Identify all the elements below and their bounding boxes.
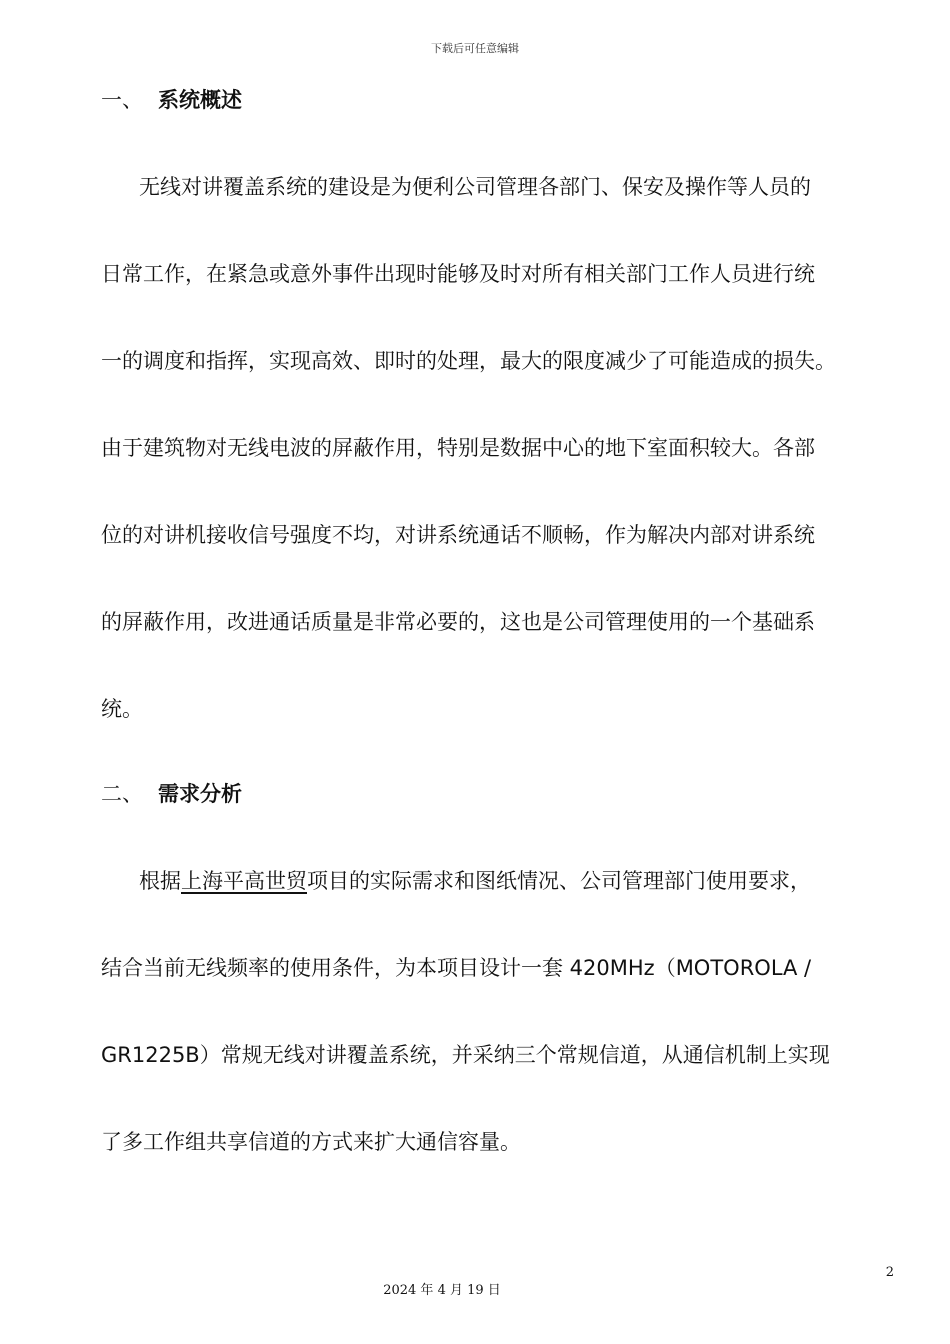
section-title: 系统概述 [158, 88, 242, 112]
paragraph-line: 了多工作组共享信道的方式来扩大通信容量。 [101, 1130, 521, 1154]
paragraph-line: GR1225B）常规无线对讲覆盖系统，并采纳三个常规信道，从通信机制上实现 [101, 1043, 830, 1067]
requirements-paragraph [101, 838, 901, 1186]
page-header: 下载后可任意编辑 [431, 42, 519, 55]
paragraph-line: 一的调度和指挥，实现高效、即时的处理，最大的限度减少了可能造成的损失。 [101, 349, 836, 373]
paragraph-line: 位的对讲机接收信号强度不均，对讲系统通话不顺畅，作为解决内部对讲系统 [101, 523, 815, 547]
section-heading-requirements [101, 780, 242, 808]
section-number: 一、 [101, 88, 143, 112]
section-title: 需求分析 [158, 782, 242, 806]
section-heading-overview [101, 86, 242, 114]
paragraph-line: 无线对讲覆盖系统的建设是为便利公司管理各部门、保安及操作等人员的 [139, 175, 811, 199]
paragraph-line: 根据上海平高世贸项目的实际需求和图纸情况、公司管理部门使用要求， [139, 869, 811, 893]
overview-paragraph [101, 144, 901, 753]
paragraph-line: 由于建筑物对无线电波的屏蔽作用，特别是数据中心的地下室面积较大。各部 [101, 436, 815, 460]
paragraph-line: 的屏蔽作用，改进通话质量是非常必要的，这也是公司管理使用的一个基础系 [101, 610, 815, 634]
page-footer-date: 2024 年 4 月 19 日 [383, 1283, 501, 1298]
paragraph-line: 结合当前无线频率的使用条件，为本项目设计一套 420MHz（MOTOROLA / [101, 956, 812, 980]
page-number: 2 [885, 1265, 894, 1280]
project-name-underlined: 上海平高世贸 [181, 869, 307, 893]
paragraph-line: 日常工作，在紧急或意外事件出现时能够及时对所有相关部门工作人员进行统 [101, 262, 815, 286]
section-number: 二、 [101, 782, 143, 806]
paragraph-line: 统。 [101, 697, 143, 721]
